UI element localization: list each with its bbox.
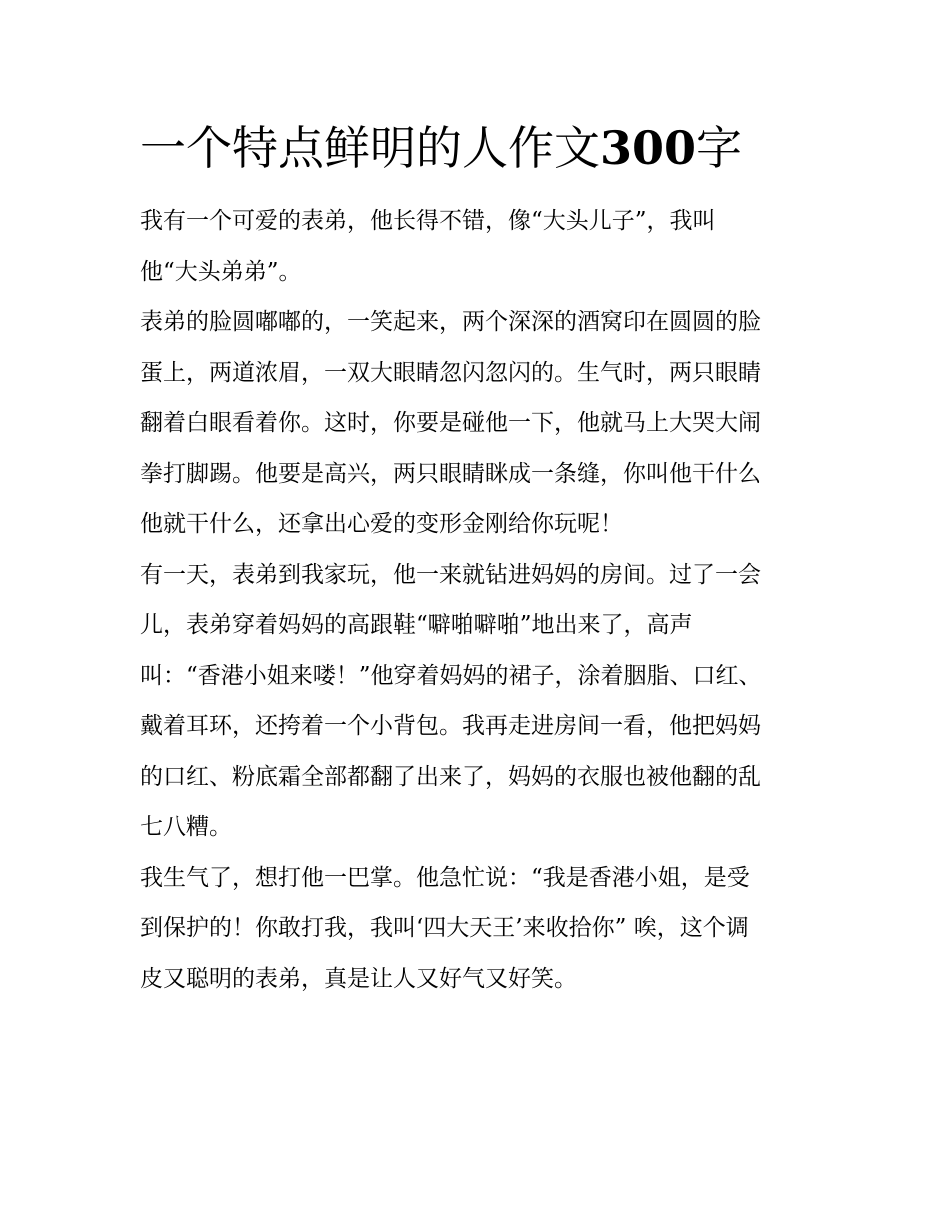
paragraph-line: 皮又聪明的表弟，真是让人又好气又好笑。 [140,965,577,992]
paragraph-line: 翻着白眼看着你。这时，你要是碰他一下，他就马上大哭大闹 [140,410,761,436]
paragraph-2 [140,297,820,550]
paragraph-line: 表弟的脸圆嘟嘟的，一笑起来，两个深深的酒窝印在圆圆的脸 [140,309,761,335]
paragraph-line: 的口红、粉底霜全部都翻了出来了，妈妈的衣服也被他翻的乱 [140,763,761,790]
document-page [140,118,820,1004]
paragraph-line: 拳打脚踢。他要是高兴，两只眼睛眯成一条缝，你叫他干什么 [140,460,761,487]
document-title [140,118,820,178]
paragraph-line: 七八糟。 [140,814,232,840]
paragraph-line: 儿，表弟穿着妈妈的高跟鞋“噼啪噼啪”地出来了，高声 [140,612,693,638]
paragraph-line: 有一天，表弟到我家玩，他一来就钻进妈妈的房间。过了一会 [140,561,761,588]
paragraph-line: 戴着耳环，还挎着一个小背包。我再走进房间一看，他把妈妈 [140,713,761,739]
paragraph-4 [140,853,820,1005]
title-number: 300 [600,121,697,175]
title-main: 一个特点鲜明的人作文 [140,121,600,175]
paragraph-line: 我有一个可爱的表弟，他长得不错，像“大头儿子”，我叫 [140,208,716,234]
paragraph-line: 我生气了，想打他一巴掌。他急忙说：“我是香港小姐，是受 [140,864,750,891]
paragraph-line: 蛋上，两道浓眉，一双大眼睛忽闪忽闪的。生气时，两只眼睛 [140,359,761,386]
title-tail: 字 [696,121,743,175]
paragraph-line: 他“大头弟弟”。 [140,258,302,285]
paragraph-line: 叫：“香港小姐来喽！”他穿着妈妈的裙子，涂着胭脂、口红、 [140,662,762,689]
paragraph-1 [140,196,820,297]
paragraph-3 [140,550,820,853]
paragraph-line: 到保护的！你敢打我，我叫‘四大天王’来收拾你” 唉，这个调 [140,915,749,941]
paragraph-line: 他就干什么，还拿出心爱的变形金刚给你玩呢！ [140,511,623,537]
